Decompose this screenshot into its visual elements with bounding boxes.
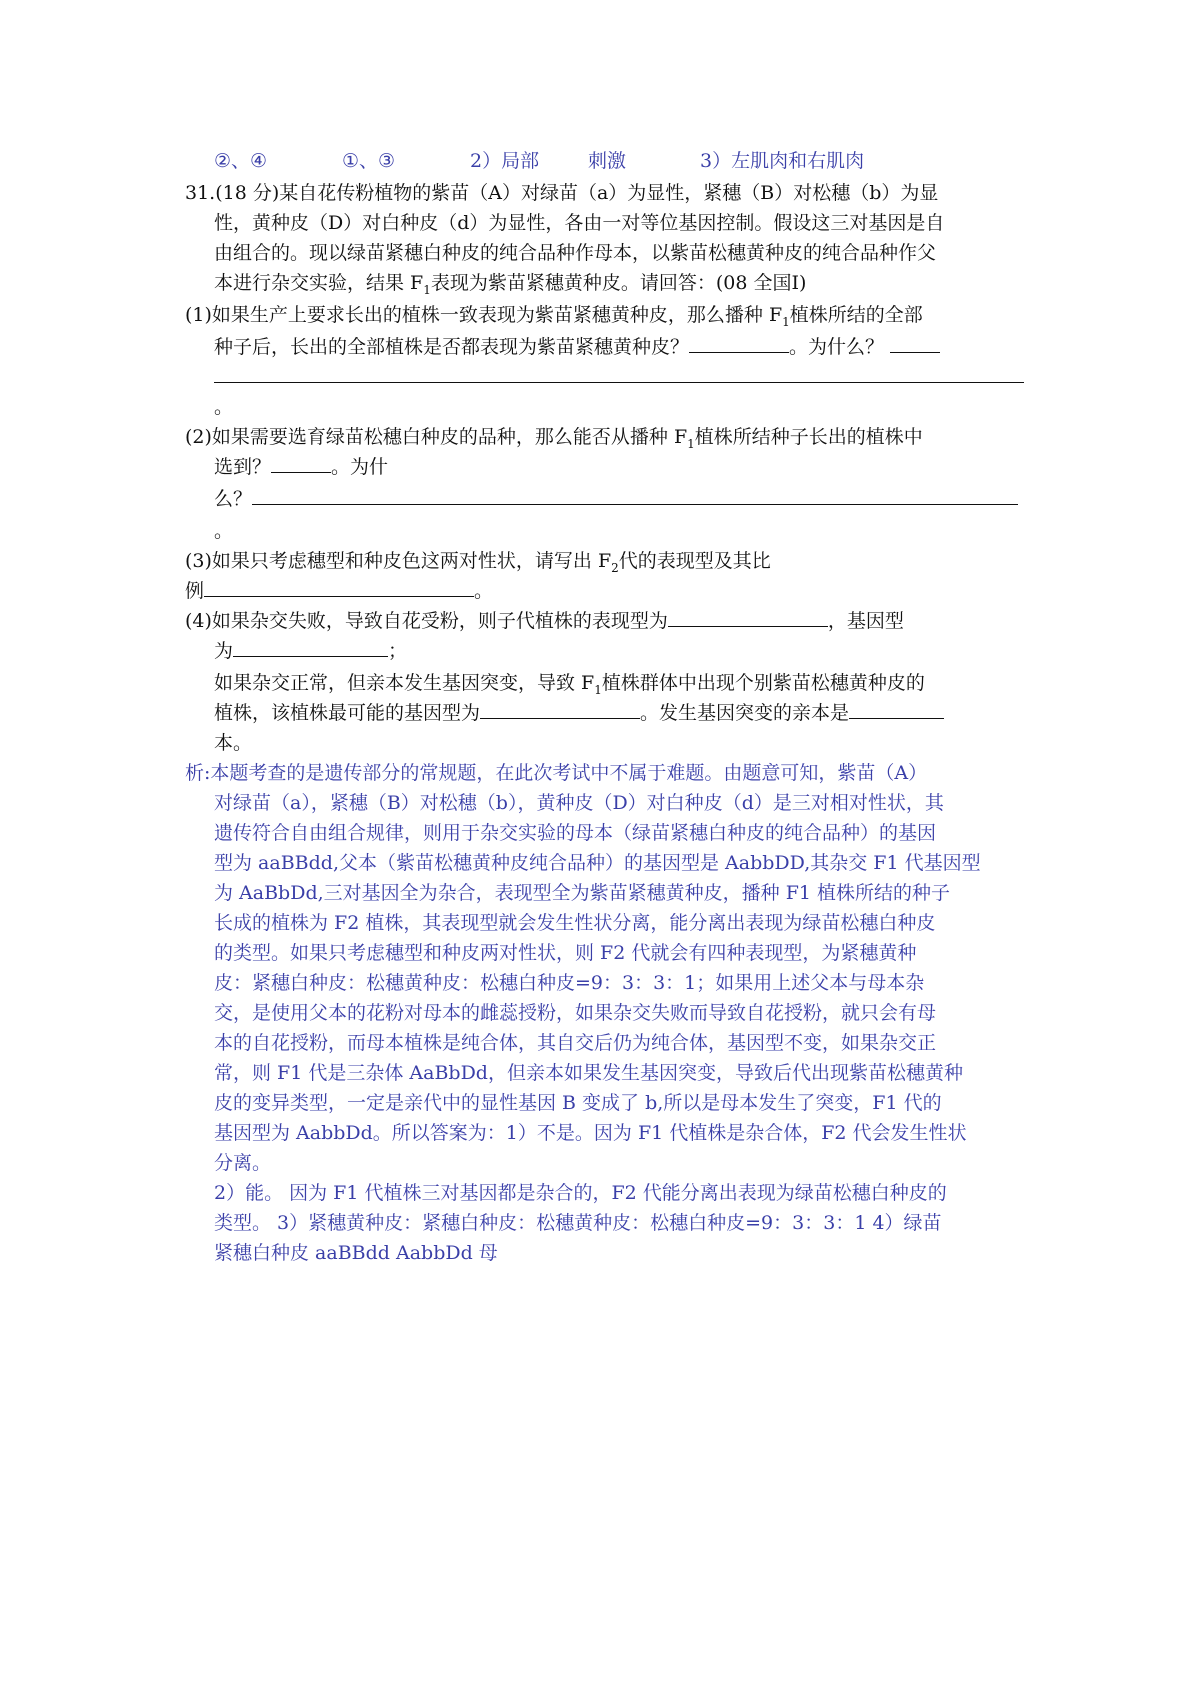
answer-blank[interactable]	[204, 578, 474, 597]
analysis-line: 本的自花授粉，而母本植株是纯合体，其自交后仍为纯合体，基因型不变，如果杂交正	[214, 1032, 937, 1054]
sub4-line-5: 本。	[214, 732, 253, 754]
analysis-line: 类型。 3）紧穗黄种皮：紧穗白种皮：松穗黄种皮：松穗白种皮=9：3：3：1 4）绿苗	[214, 1212, 942, 1234]
analysis-line: 对绿苗（a），紧穗（B）对松穗（b），黄种皮（D）对白种皮（d）是三对相对性状，其	[214, 792, 944, 814]
sub3-line-1: (3)如果只考虑穗型和种皮色这两对性状，请写出 $F_2$代的表现型及其比	[185, 550, 771, 575]
sub1-line-1: (1)如果生产上要求长出的植株一致表现为紫苗紧穗黄种皮，那么播种 $F_1$植株所结的全部	[185, 304, 923, 329]
answer-blank[interactable]	[668, 608, 828, 627]
answer-blank[interactable]	[890, 334, 940, 353]
answer-blank[interactable]	[271, 454, 331, 473]
sub4-line-2: 为 ；	[214, 640, 408, 662]
sub1-line-4: 。	[214, 396, 234, 418]
sub2-line-2: 选到？ 。为什	[214, 456, 389, 478]
analysis-line: 2）能。 因为 F1 代植株三对基因都是杂合的，F2 代能分离出表现为绿苗松穗白种皮的	[214, 1182, 947, 1204]
prev-answer-4: 刺激	[588, 150, 627, 172]
sub3-line-2: 例 。	[185, 580, 494, 602]
analysis-line: 遗传符合自由组合规律，则用于杂交实验的母本（绿苗紧穗白种皮的纯合品种）的基因	[214, 822, 937, 844]
answer-blank[interactable]	[252, 486, 1018, 505]
answer-line[interactable]	[214, 382, 1024, 383]
analysis-line: 基因型为 AabbDd。所以答案为：1）不是。因为 F1 代植株是杂合体，F2 代会发生性状	[214, 1122, 967, 1144]
prev-answer-2: ①、③	[342, 150, 396, 172]
analysis-line: 型为 aaBBdd,父本（紫苗松穗黄种皮纯合品种）的基因型是 AabbDD,其杂交 F1 代基因型	[214, 852, 981, 874]
sub2-line-4: 。	[214, 520, 234, 542]
prev-answer-1: ②、④	[214, 150, 268, 172]
prev-answer-5: 3）左肌肉和右肌肉	[700, 150, 865, 172]
sub2-line-1: (2)如果需要选育绿苗松穗白种皮的品种，那么能否从播种 $F_1$植株所结种子长出的植株中	[185, 426, 923, 451]
question-line-1: 31.(18 分)某自花传粉植物的紫苗（A）对绿苗（a）为显性，紧穗（B）对松穗（b）为显	[185, 182, 939, 204]
analysis-line: 皮的变异类型，一定是亲代中的显性基因 B 变成了 b,所以是母本发生了突变，F1 代的	[214, 1092, 942, 1114]
answer-blank[interactable]	[233, 638, 388, 657]
analysis-line: 常，则 F1 代是三杂体 AaBbDd，但亲本如果发生基因突变，导致后代出现紫苗松穗黄种	[214, 1062, 963, 1084]
answer-blank[interactable]	[480, 700, 640, 719]
question-line-4: 本进行杂交实验，结果 $F_1$表现为紫苗紧穗黄种皮。请回答：(08 全国Ⅰ)	[214, 272, 807, 297]
sub4-line-1: (4)如果杂交失败，导致自花受粉，则子代植株的表现型为 ，基因型	[185, 610, 904, 632]
analysis-line: 紧穗白种皮 aaBBdd AabbDd 母	[214, 1242, 498, 1264]
sub4-line-4: 植株，该植株最可能的基因型为 。发生基因突变的亲本是	[214, 700, 944, 726]
question-line-3: 由组合的。现以绿苗紧穗白种皮的纯合品种作母本，以紫苗松穗黄种皮的纯合品种作父	[214, 242, 937, 264]
analysis-line: 长成的植株为 F2 植株，其表现型就会发生性状分离，能分离出表现为绿苗松穗白种皮	[214, 912, 936, 934]
analysis-line: 为 AaBbDd,三对基因全为杂合，表现型全为紫苗紧穗黄种皮，播种 F1 植株所结的种子	[214, 882, 951, 904]
analysis-line: 分离。	[214, 1152, 272, 1174]
answer-blank[interactable]	[849, 700, 944, 719]
answer-blank[interactable]	[689, 334, 789, 353]
sub1-line-2: 种子后，长出的全部植株是否都表现为紫苗紧穗黄种皮？ 。为什么？	[214, 334, 940, 360]
sub2-line-3: 么？	[214, 486, 1018, 512]
analysis-line: 析:本题考查的是遗传部分的常规题，在此次考试中不属于难题。由题意可知，紫苗（A）	[185, 762, 928, 784]
analysis-line: 交，是使用父本的花粉对母本的雌蕊授粉，如果杂交失败而导致自花授粉，就只会有母	[214, 1002, 937, 1024]
analysis-line: 的类型。如果只考虑穗型和种皮两对性状，则 F2 代就会有四种表现型，为紧穗黄种	[214, 942, 917, 964]
prev-answer-3: 2）局部	[470, 150, 540, 172]
sub4-line-3: 如果杂交正常，但亲本发生基因突变，导致 $F_1$植株群体中出现个别紫苗松穗黄种皮的	[214, 672, 925, 697]
question-line-2: 性，黄种皮（D）对白种皮（d）为显性，各由一对等位基因控制。假设这三对基因是自	[214, 212, 945, 234]
analysis-line: 皮：紧穗白种皮：松穗黄种皮：松穗白种皮=9：3：3：1；如果用上述父本与母本杂	[214, 972, 925, 994]
